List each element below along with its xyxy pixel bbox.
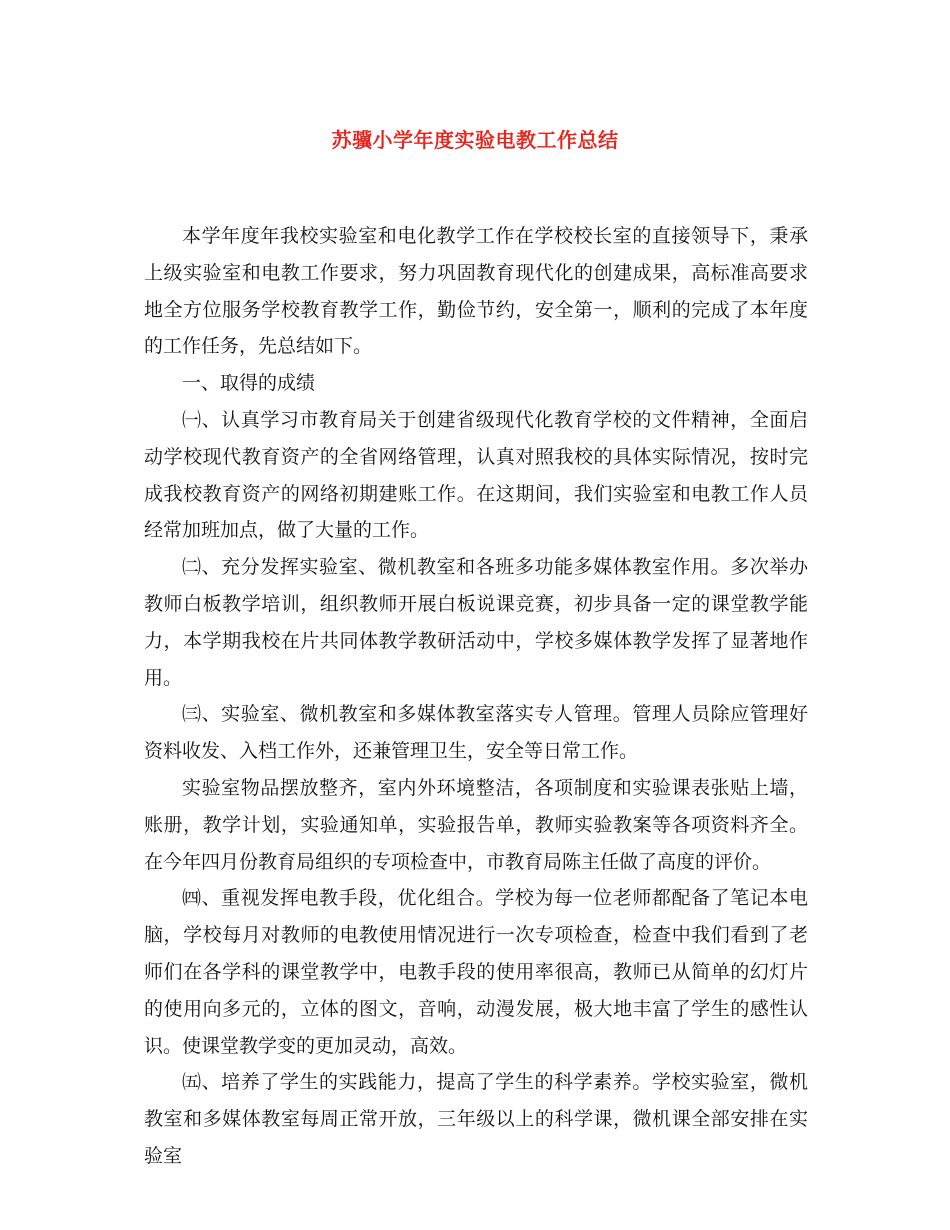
section-heading-achievements: 一、取得的成绩 [182, 372, 316, 395]
document-title: 苏骥小学年度实验电教工作总结 [331, 128, 619, 152]
document-body [144, 218, 808, 1175]
paragraph-lab-details: 实验室物品摆放整齐，室内外环境整洁，各项制度和实验课表张贴上墙，账册，教学计划，实验通知单，实验报告单，教师实验教案等各项资料齐全。在今年四月份教育局组织的专项检查中，市教育局陈主任做了高度的评价。 [144, 776, 808, 873]
paragraph-item-2: ㈡、充分发挥实验室、微机教室和各班多功能多媒体教室作用。多次举办教师白板教学培训，组织教师开展白板说课竞赛，初步具备一定的课堂教学能力，本学期我校在片共同体教学教研活动中，学校多媒体教学发挥了显著地作用。 [144, 556, 808, 689]
paragraph-item-1: ㈠、认真学习市教育局关于创建省级现代化教育学校的文件精神，全面启动学校现代教育资产的全省网络管理，认真对照我校的具体实际情况，按时完成我校教育资产的网络初期建账工作。在这期间，我们实验室和电教工作人员经常加班加点，做了大量的工作。 [144, 408, 808, 542]
paragraph-item-3: ㈢、实验室、微机教室和多媒体教室落实专人管理。管理人员除应管理好资料收发、入档工作外，还兼管理卫生，安全等日常工作。 [144, 703, 808, 763]
paragraph-intro: 本学年度年我校实验室和电化教学工作在学校校长室的直接领导下，秉承上级实验室和电教工作要求，努力巩固教育现代化的创建成果，高标准高要求地全方位服务学校教育教学工作，勤俭节约，安全第一，顺利的完成了本年度的工作任务，先总结如下。 [144, 225, 808, 358]
paragraph-item-5: ㈤、培养了学生的实践能力，提高了学生的科学素养。学校实验室，微机教室和多媒体教室每周正常开放，三年级以上的科学课，微机课全部安排在实验室 [144, 1071, 808, 1167]
paragraph-item-4: ㈣、重视发挥电教手段，优化组合。学校为每一位老师都配备了笔记本电脑，学校每月对教师的电教使用情况进行一次专项检查，检查中我们看到了老师们在各学科的课堂教学中，电教手段的使用率很高，教师已从简单的幻灯片的使用向多元的，立体的图文，音响，动漫发展，极大地丰富了学生的感性认识。使课堂教学变的更加灵动，高效。 [144, 887, 808, 1057]
